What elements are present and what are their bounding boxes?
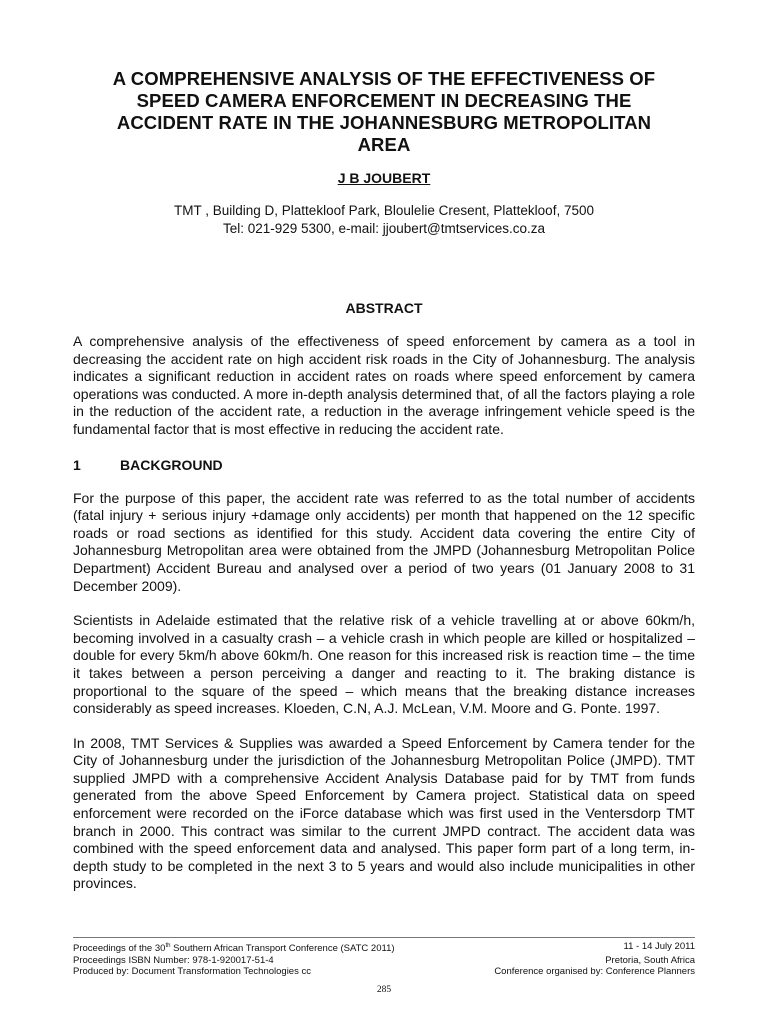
title-line: SPEED CAMERA ENFORCEMENT IN DECREASING THE bbox=[136, 90, 632, 111]
page-footer bbox=[73, 937, 695, 978]
footer-location: Pretoria, South Africa bbox=[605, 954, 695, 966]
section-title: BACKGROUND bbox=[120, 456, 223, 473]
footer-text: Proceedings of the 30 bbox=[73, 943, 166, 955]
footer-date: 11 - 14 July 2011 bbox=[623, 941, 695, 952]
title-line: A COMPREHENSIVE ANALYSIS OF THE EFFECTIVENESS OF bbox=[112, 68, 656, 89]
footer-text: Southern African Transport Conference (SATC 2011) bbox=[170, 943, 395, 955]
paper-page bbox=[73, 68, 695, 893]
body-paragraph: For the purpose of this paper, the accident rate was referred to as the total number of accidents (fatal injury + serious injury +damage only accidents) per month that happened on the 12 specific roads or road sections as identified for this study. Accident data covering the entire City of Johannesburg Metropolitan area were obtained from the JMPD (Johannesburg Metropolitan Police Department) Accident Bureau and analysed over a period of two years (01 January 2008 to 31 December 2009). bbox=[73, 489, 695, 594]
title-line: AREA bbox=[357, 134, 411, 155]
section-heading bbox=[73, 457, 695, 473]
author-name: J B JOUBERT bbox=[337, 170, 431, 186]
section-number: 1 bbox=[73, 456, 81, 473]
footer-superscript: th bbox=[165, 943, 171, 949]
body-paragraph: In 2008, TMT Services & Supplies was awarded a Speed Enforcement by Camera tender for the City of Johannesburg under the jurisdiction of the Johannesburg Metropolitan Police (JMPD). TMT supplied JMPD with a comprehensive Accident Analysis Database paid for by TMT from funds generated from the above Speed Enforcement by Camera project. Statistical data on speed enforcement were recorded on the iForce database which was first used in the Ventersdorp TMT branch in 2000. This contract was similar to the current JMPD contract. The accident data was combined with the speed enforcement data and analysed. This paper form part of a long term, in-depth study to be completed in the next 3 to 5 years and would also include municipalities in other provinces. bbox=[73, 734, 695, 892]
footer-producer: Produced by: Document Transformation Technologies cc bbox=[73, 966, 311, 978]
affiliation-address: TMT , Building D, Plattekloof Park, Bloulelie Cresent, Plattekloof, 7500 bbox=[174, 203, 594, 218]
footer-organiser: Conference organised by: Conference Planners bbox=[494, 966, 695, 978]
footer-isbn: Proceedings ISBN Number: 978-1-920017-51-4 bbox=[73, 954, 274, 966]
affiliation-contact: Tel: 021-929 5300, e-mail: jjoubert@tmtservices.co.za bbox=[222, 221, 546, 236]
title-line: ACCIDENT RATE IN THE JOHANNESBURG METROPOLITAN bbox=[116, 112, 652, 133]
body-paragraph: Scientists in Adelaide estimated that the relative risk of a vehicle travelling at or above 60km/h, becoming involved in a casualty crash – a vehicle crash in which people are killed or hospitalized – double for every 5km/h above 60km/h. One reason for this increased risk is reaction time – the time it takes between a person perceiving a danger and reacting to it. The braking distance is proportional to the square of the speed – which means that the breaking distance increases considerably as speed increases. Kloeden, C.N, A.J. McLean, V.M. Moore and G. Ponte. 1997. bbox=[73, 612, 695, 717]
footer-conference bbox=[73, 941, 395, 955]
paper-title bbox=[73, 68, 695, 156]
abstract-text: A comprehensive analysis of the effectiveness of speed enforcement by camera as a tool in decreasing the accident rate on high accident risk roads in the City of Johannesburg. The analysis indicates a significant reduction in accident rates on roads where speed enforcement by camera operations was conducted. A more in-depth analysis determined that, of all the factors playing a role in the reduction of the accident rate, a reduction in the average infringement vehicle speed is the fundamental factor that is most effective in reducing the accident rate. bbox=[73, 333, 695, 437]
affiliation bbox=[73, 202, 695, 238]
page-number: 285 bbox=[376, 985, 392, 995]
abstract-heading: ABSTRACT bbox=[345, 300, 423, 316]
